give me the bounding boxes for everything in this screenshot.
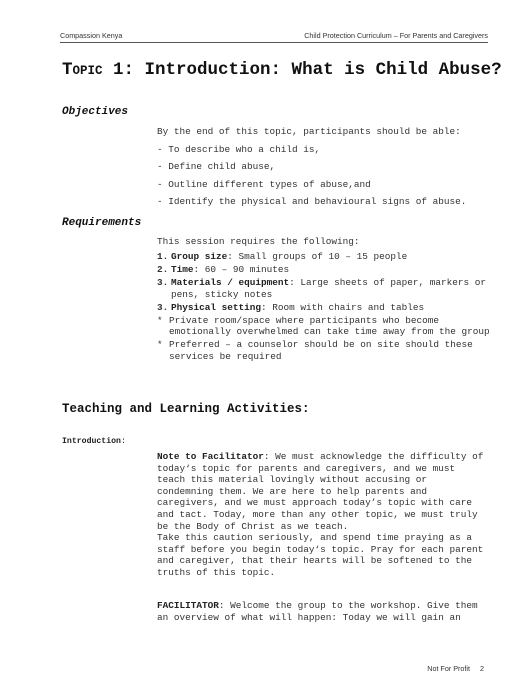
requirement-text: : Room with chairs and tables bbox=[261, 301, 425, 313]
objective-item: - Outline different types of abuse,and bbox=[157, 178, 371, 190]
requirement-number: 3. bbox=[157, 277, 169, 289]
requirement-note bbox=[157, 339, 497, 361]
facilitator-note-text: : We must acknowledge the difficulty of today‘s topic for parents and caregivers, and we must teach this material lovingly without accusing or condemning them. We are here to help parents and caregivers, and we must approach today’s topic with care and tact. Today, more than any other topic, we must truly be the Body of Christ as we teach. bbox=[157, 451, 484, 532]
facilitator-text: : Welcome the group to the workshop. Give them an overview of what will happen: Today we will gain an bbox=[157, 600, 478, 623]
topic-title-smallcaps: OPIC bbox=[72, 64, 103, 78]
header-curriculum-title: Child Protection Curriculum – For Parents and Caregivers bbox=[304, 31, 488, 40]
requirements-list bbox=[157, 236, 497, 364]
requirement-text: : Large sheets of paper, markers or pens, sticky notes bbox=[171, 277, 487, 300]
page-number: 2 bbox=[480, 664, 484, 673]
objective-item: - To describe who a child is, bbox=[157, 143, 321, 155]
requirement-number: 1. bbox=[157, 251, 169, 262]
facilitator-label: FACILITATOR bbox=[157, 600, 219, 611]
page-header bbox=[60, 30, 488, 43]
requirement-item bbox=[157, 264, 497, 275]
footer-label: Not For Profit bbox=[427, 664, 470, 673]
requirement-label: Physical setting bbox=[171, 301, 262, 313]
requirement-item bbox=[157, 302, 497, 313]
note-text: Preferred – a counselor should be on site should these services be required bbox=[169, 339, 473, 362]
requirement-note bbox=[157, 315, 497, 337]
topic-title-initial: T bbox=[62, 60, 73, 80]
objectives-intro: By the end of this topic, participants should be able: bbox=[157, 126, 461, 137]
requirement-label: Time bbox=[171, 264, 194, 276]
objective-item: - Identify the physical and behavioural signs of abuse. bbox=[157, 196, 467, 208]
note-asterisk: * bbox=[157, 339, 163, 351]
objective-item: - Define child abuse, bbox=[157, 161, 276, 173]
requirement-label: Group size bbox=[171, 251, 228, 262]
introduction-label bbox=[62, 437, 126, 446]
objectives-heading: Objectives bbox=[62, 106, 129, 118]
requirement-number: 3. bbox=[157, 301, 169, 313]
introduction-label-text: Introduction bbox=[62, 437, 121, 446]
requirements-intro: This session requires the following: bbox=[157, 236, 360, 247]
objectives-list bbox=[157, 123, 497, 211]
activities-heading: Teaching and Learning Activities: bbox=[62, 402, 310, 416]
page-footer bbox=[417, 664, 484, 673]
topic-title bbox=[62, 60, 502, 80]
requirement-number: 2. bbox=[157, 264, 169, 276]
requirements-heading: Requirements bbox=[62, 217, 142, 229]
requirement-text: : Small groups of 10 – 15 people bbox=[227, 251, 408, 262]
topic-title-rest: 1: Introduction: What is Child Abuse? bbox=[102, 60, 502, 80]
caution-paragraph: Take this caution seriously, and spend time praying as a staff before you begin today‘s topic. Pray for each parent and caregiver, that their hearts will be softened to the truths of this topic. bbox=[157, 532, 484, 578]
facilitator-note-paragraph bbox=[157, 451, 487, 532]
facilitator-note-label: Note to Facilitator bbox=[157, 451, 264, 462]
introduction-label-colon: : bbox=[120, 437, 126, 446]
facilitator-paragraph bbox=[157, 600, 487, 623]
header-organization: Compassion Kenya bbox=[60, 31, 123, 40]
requirement-label: Materials / equipment bbox=[171, 277, 290, 289]
requirement-item bbox=[157, 277, 497, 299]
note-text: Private room/space where participants who become emotionally overwhelmed can take time away from the group bbox=[169, 315, 490, 338]
requirement-text: : 60 – 90 minutes bbox=[193, 264, 290, 276]
note-asterisk: * bbox=[157, 315, 163, 327]
requirement-item bbox=[157, 251, 497, 262]
